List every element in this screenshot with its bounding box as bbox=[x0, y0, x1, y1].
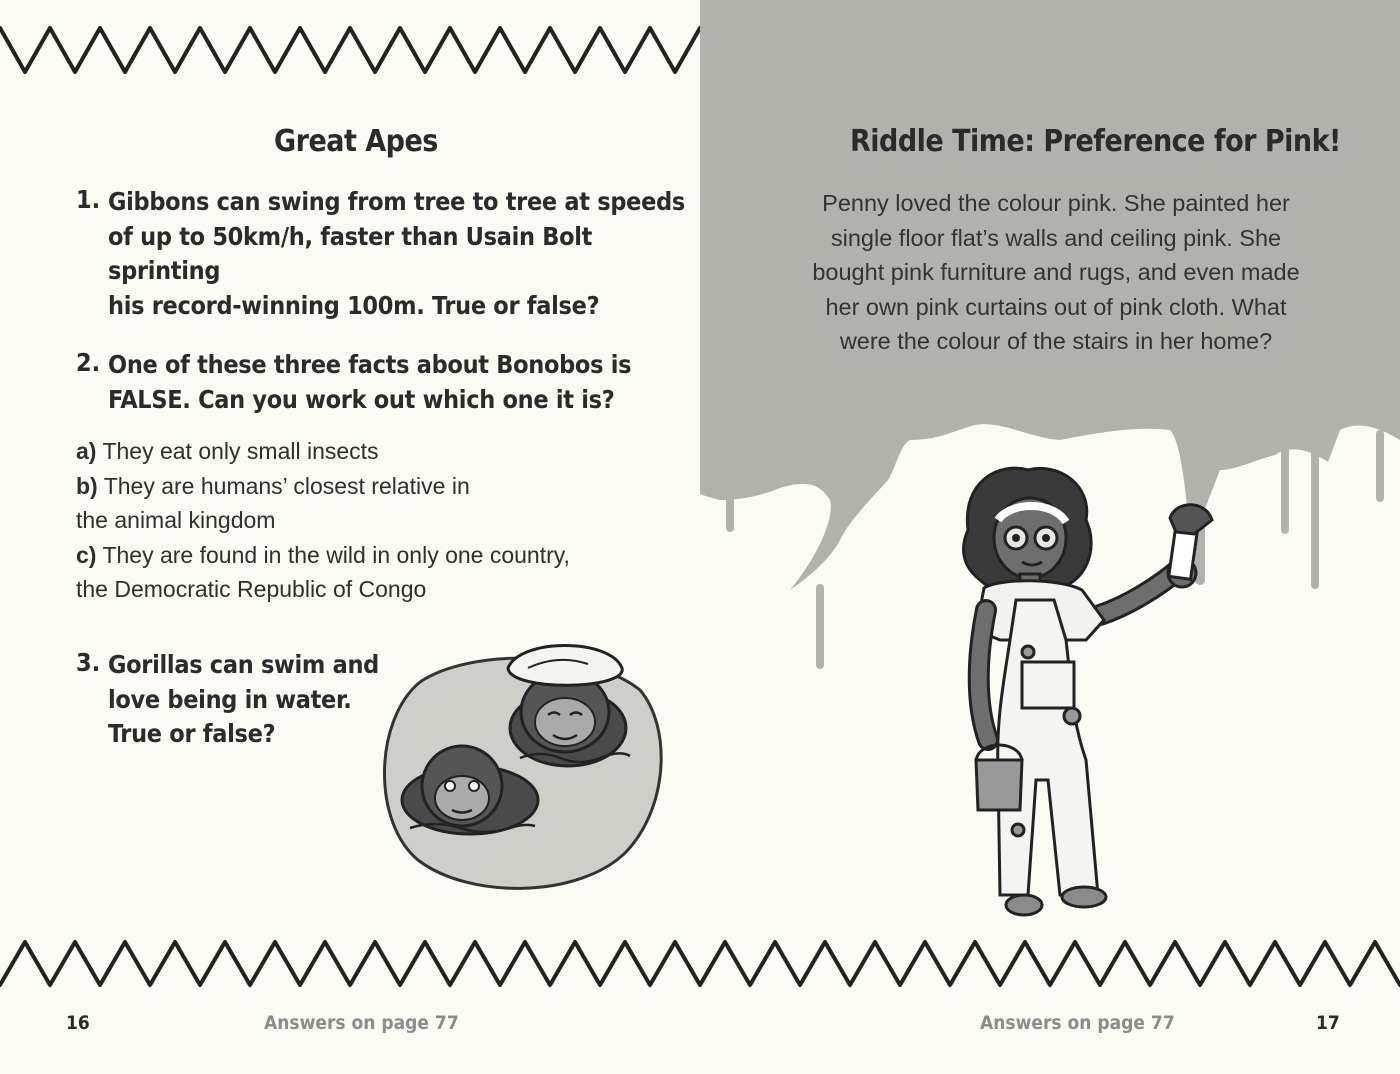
question-3-line: love being in water. bbox=[108, 684, 352, 714]
question-1-line: Gibbons can swing from tree to tree at speeds bbox=[108, 187, 685, 216]
option-c-continuation: the Democratic Republic of Congo bbox=[76, 576, 427, 602]
riddle-text bbox=[796, 186, 1316, 359]
option-c-text: They are found in the wild in only one country, bbox=[102, 541, 570, 568]
right-page-title: Riddle Time: Preference for Pink! bbox=[850, 124, 1341, 159]
page-number-left: 16 bbox=[66, 1012, 90, 1034]
riddle-line: her own pink curtains out of pink cloth. What bbox=[825, 293, 1287, 320]
question-1-number: 1. bbox=[76, 185, 101, 214]
right-page bbox=[700, 0, 1400, 1074]
answers-note-left: Answers on page 77 bbox=[264, 1012, 459, 1034]
option-b-letter: b) bbox=[76, 472, 98, 499]
option-a-text: They eat only small insects bbox=[102, 438, 379, 464]
option-a bbox=[76, 434, 570, 469]
option-b bbox=[76, 469, 570, 504]
option-c-letter: c) bbox=[76, 541, 97, 568]
question-2-text bbox=[108, 348, 631, 417]
gorillas-swimming-illustration bbox=[384, 646, 661, 889]
riddle-line: bought pink furniture and rugs, and even made bbox=[812, 259, 1300, 285]
right-decoration bbox=[700, 0, 1400, 1074]
question-2-line: FALSE. Can you work out which one it is? bbox=[108, 384, 615, 414]
question-3-text bbox=[108, 648, 379, 752]
question-1-text bbox=[108, 185, 700, 323]
question-2-number: 2. bbox=[76, 348, 101, 377]
riddle-line: single floor flat’s walls and ceiling pink. She bbox=[830, 224, 1282, 251]
answers-note-right: Answers on page 77 bbox=[980, 1012, 1175, 1034]
question-3-number: 3. bbox=[76, 648, 101, 677]
page-number-right: 17 bbox=[1316, 1012, 1340, 1034]
question-2-line: One of these three facts about Bonobos is bbox=[108, 350, 632, 379]
bottom-zigzag-border bbox=[700, 942, 1400, 985]
question-1-line: his record-winning 100m. True or false? bbox=[108, 290, 600, 320]
riddle-line: were the colour of the stairs in her home? bbox=[839, 328, 1273, 354]
riddle-line: Penny loved the colour pink. She painted her bbox=[822, 190, 1290, 216]
question-2-options bbox=[76, 434, 570, 607]
option-a-letter: a) bbox=[76, 438, 97, 464]
option-c bbox=[76, 538, 570, 573]
bottom-zigzag-border bbox=[0, 942, 700, 985]
question-3-line: True or false? bbox=[108, 719, 276, 748]
painter-girl-with-brush-illustration bbox=[964, 468, 1212, 915]
left-page-title: Great Apes bbox=[274, 124, 438, 159]
option-b-text: They are humans’ closest relative in bbox=[103, 472, 470, 499]
question-3-line: Gorillas can swim and bbox=[108, 650, 379, 679]
top-zigzag-border bbox=[0, 28, 700, 72]
option-b-continuation: the animal kingdom bbox=[76, 507, 276, 533]
question-1-line: of up to 50km/h, faster than Usain Bolt sprinting bbox=[108, 221, 593, 285]
